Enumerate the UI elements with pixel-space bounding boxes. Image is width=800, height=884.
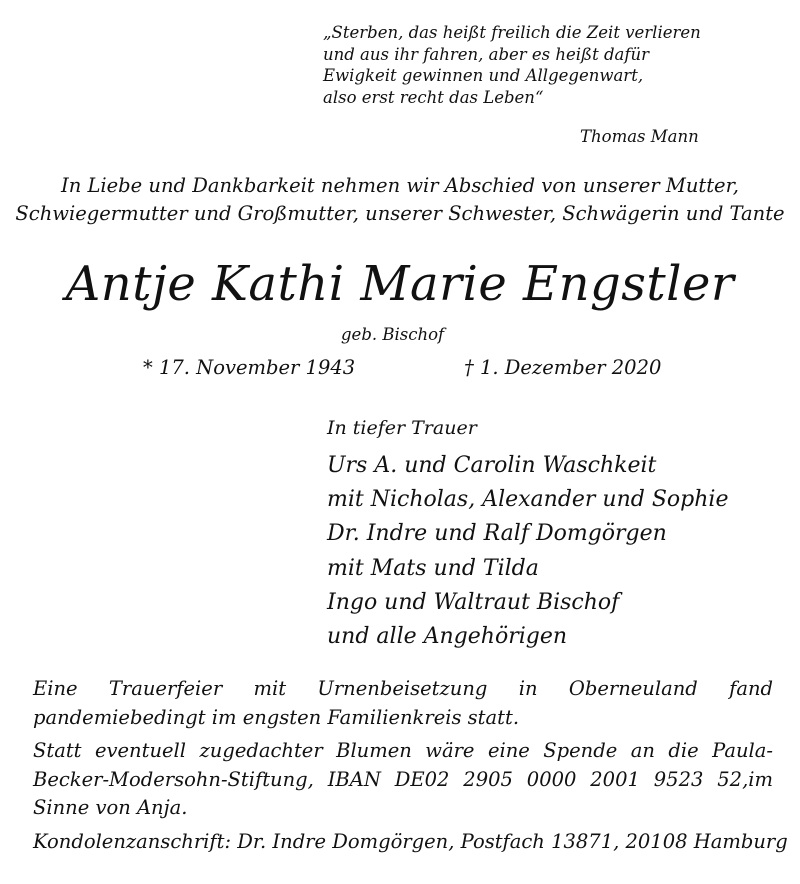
intro-line: In Liebe und Dankbarkeit nehmen wir Abschied von unserer Mutter, [61,174,739,197]
donation-notice: Statt eventuell zugedachter Blumen wäre eine Spende an die Paula-Becker-Modersohn-Stiftung, IBAN DE02 2905 0000 2001 9523 52,im Sinne von Anja. [33,739,773,819]
birth-date: * 17. November 1943 [143,356,356,379]
quote-line: Ewigkeit gewinnen und Allgegenwart, [323,66,644,85]
deceased-name: Antje Kathi Marie Engstler [65,256,735,312]
maiden-name: geb. Bischof [341,325,445,344]
intro-text [0,172,800,228]
mourner-line: mit Mats und Tilda [327,555,539,581]
mourners-list [327,449,728,654]
death-date: † 1. Dezember 2020 [464,356,662,379]
mourner-line: Ingo und Waltraut Bischof [327,589,620,615]
mourner-line: mit Nicholas, Alexander und Sophie [327,487,729,513]
quote-line: und aus ihr fahren, aber es heißt dafür [323,44,649,64]
mourner-line: und alle Angehörigen [327,624,568,650]
quote-block [323,22,723,108]
funeral-notice: Eine Trauerfeier mit Urnenbeisetzung in Oberneuland fand pandemiebedingt im engsten Familienkreis statt. [33,677,773,729]
mourner-line: Urs A. und Carolin Waschkeit [327,453,657,478]
mourner-line: Dr. Indre und Ralf Domgörgen [327,521,667,547]
condolence-address: Kondolenzanschrift: Dr. Indre Domgörgen, Postfach 13871, 20108 Hamburg [33,830,788,853]
mourning-heading: In tiefer Trauer [327,417,477,439]
quote-line: „Sterben, das heißt freilich die Zeit verlieren [323,23,701,42]
quote-line: also erst recht das Leben“ [323,87,544,107]
intro-line: Schwiegermutter und Großmutter, unserer Schwester, Schwägerin und Tante [15,202,785,225]
quote-author: Thomas Mann [580,127,699,146]
